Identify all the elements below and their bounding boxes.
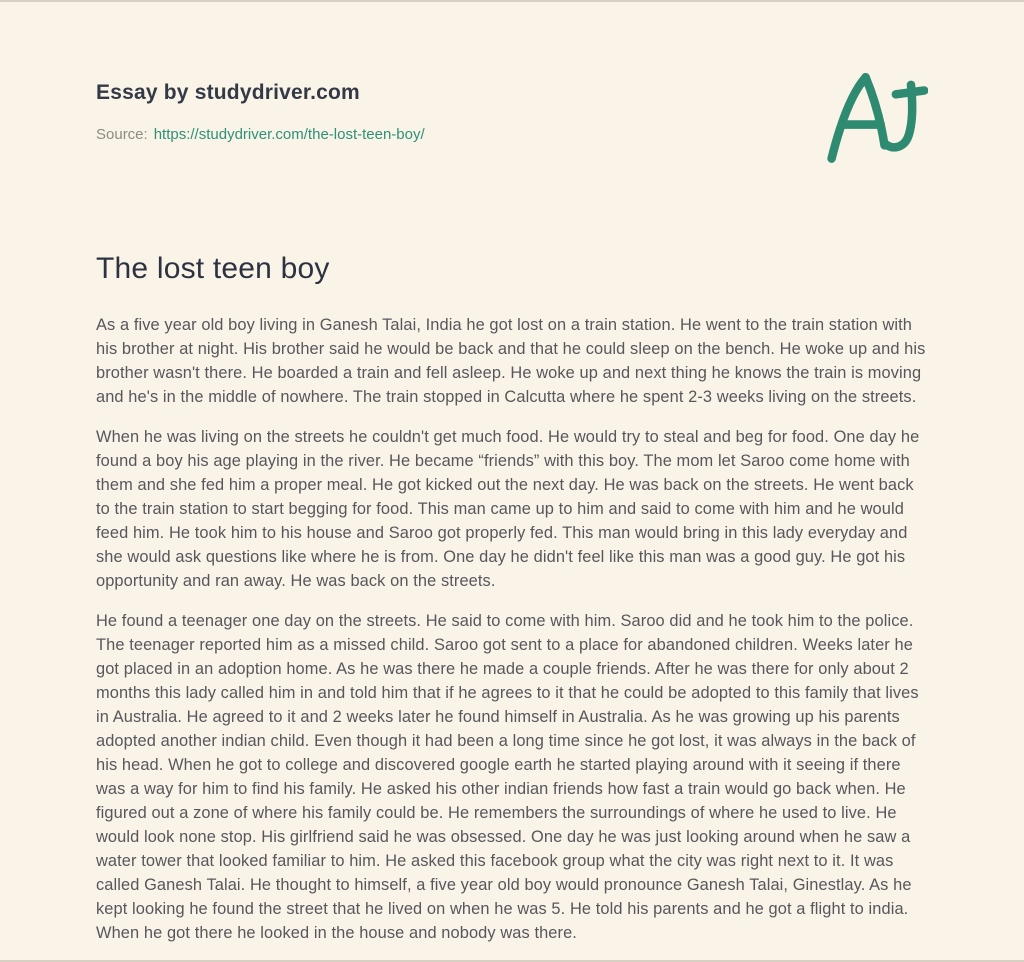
- source-label: Source:: [96, 126, 148, 144]
- studydriver-logo: [824, 70, 928, 164]
- essay-body: [96, 313, 928, 945]
- page-content: [0, 2, 1024, 945]
- essay-paragraph: When he was living on the streets he couldn't get much food. He would try to steal and beg for food. One day he found a boy his age playing in the river. He became “friends” with this boy. The mom let Saroo come home with them and she fed him a proper meal. He got kicked out the next day. He was back on the streets. He went back to the train station to start begging for food. This man came up to him and said to come with him and he would feed him. He took him to his house and Saroo got properly fed. This man would bring in this lady everyday and she would ask questions like where he is from. One day he didn't feel like this man was a good guy. He got his opportunity and ran away. He was back on the streets.: [96, 427, 920, 590]
- essay-paragraph: As a five year old boy living in Ganesh Talai, India he got lost on a train station. He went to the train station with his brother at night. His brother said he would be back and that he could sleep on the bench. He woke up and his brother wasn't there. He boarded a train and fell asleep. He woke up and next thing he knows the train is moving and he's in the middle of nowhere. The train stopped in Calcutta where he spent 2-3 weeks living on the streets.: [96, 315, 926, 406]
- essay-article: [96, 251, 928, 945]
- essay-paragraph: He found a teenager one day on the streets. He said to come with him. Saroo did and he took him to the police. The teenager reported him as a missed child. Saroo got sent to a place for abandoned children. Weeks later he got placed in an adoption home. As he was there he made a couple friends. After he was there for only about 2 months this lady called him in and told him that if he agrees to it that he could be adopted to this family that lives in Australia. He agreed to it and 2 weeks later he found himself in Australia. As he was growing up his parents adopted another indian child. Even though it had been a long time since he got lost, it was always in the back of his head. When he got to college and discovered google earth he started playing around with it seeing if there was a way for him to find his family. He asked his other indian friends how fast a train would go back when. He figured out a zone of where his family could be. He remembers the surroundings of where he used to live. He would look none stop. His girlfriend said he was obsessed. One day he was just looking around when he saw a water tower that looked familiar to him. He asked this facebook group what the city was right next to it. It was called Ganesh Talai. He thought to himself, a five year old boy would pronounce Ganesh Talai, Ginestlay. As he kept looking he found the street that he lived on when he was 5. He told his parents and he got a flight to india. When he got there he looked in the house and nobody was there.: [96, 611, 919, 942]
- source-link[interactable]: https://studydriver.com/the-lost-teen-boy/: [153, 126, 425, 144]
- source-row: [96, 125, 928, 145]
- essay-byline: Essay by studydriver.com: [96, 81, 360, 104]
- page-title: The lost teen boy: [96, 251, 330, 285]
- page-header: [96, 80, 928, 145]
